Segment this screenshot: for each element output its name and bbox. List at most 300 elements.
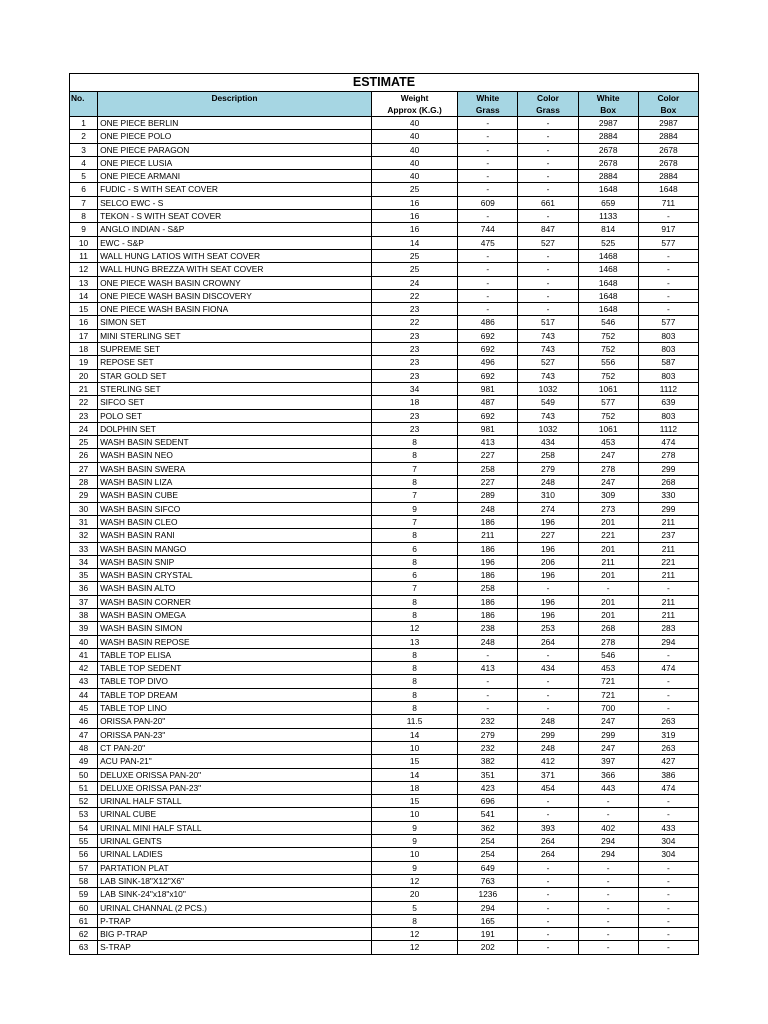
- row-color-grass: -: [518, 170, 578, 183]
- row-weight: 25: [371, 183, 457, 196]
- row-color-grass: -: [518, 861, 578, 874]
- row-description: MINI STERLING SET: [98, 329, 372, 342]
- row-weight: 10: [371, 741, 457, 754]
- header-weight: Weight: [371, 92, 457, 105]
- row-color-box: -: [638, 874, 698, 887]
- row-weight: 23: [371, 422, 457, 435]
- row-color-box: 803: [638, 369, 698, 382]
- row-white-grass: 692: [458, 329, 518, 342]
- table-row: [70, 675, 699, 688]
- row-white-grass: 227: [458, 476, 518, 489]
- row-color-box: -: [638, 276, 698, 289]
- row-number: 45: [70, 702, 98, 715]
- row-white-box: 1648: [578, 183, 638, 196]
- row-white-box: 273: [578, 502, 638, 515]
- row-weight: 34: [371, 382, 457, 395]
- row-number: 39: [70, 622, 98, 635]
- row-weight: 40: [371, 130, 457, 143]
- table-row: [70, 143, 699, 156]
- row-white-box: 525: [578, 236, 638, 249]
- row-color-box: -: [638, 888, 698, 901]
- row-white-grass: 186: [458, 569, 518, 582]
- row-color-grass: 264: [518, 635, 578, 648]
- row-number: 9: [70, 223, 98, 236]
- row-color-box: 294: [638, 635, 698, 648]
- row-color-box: -: [638, 648, 698, 661]
- row-color-box: 427: [638, 755, 698, 768]
- row-white-box: 299: [578, 728, 638, 741]
- row-number: 49: [70, 755, 98, 768]
- row-white-box: 577: [578, 396, 638, 409]
- row-color-grass: 264: [518, 835, 578, 848]
- row-white-box: 2884: [578, 130, 638, 143]
- row-color-grass: -: [518, 289, 578, 302]
- header-color-box: Color: [638, 92, 698, 105]
- row-color-box: -: [638, 303, 698, 316]
- row-white-box: -: [578, 874, 638, 887]
- row-color-grass: -: [518, 941, 578, 954]
- row-color-box: -: [638, 582, 698, 595]
- row-description: STERLING SET: [98, 382, 372, 395]
- row-description: BIG P-TRAP: [98, 928, 372, 941]
- row-color-box: 299: [638, 462, 698, 475]
- row-white-box: 556: [578, 356, 638, 369]
- row-number: 26: [70, 449, 98, 462]
- table-row: [70, 476, 699, 489]
- table-row: [70, 635, 699, 648]
- row-number: 1: [70, 117, 98, 130]
- row-color-grass: 434: [518, 662, 578, 675]
- row-color-box: -: [638, 688, 698, 701]
- row-color-grass: 454: [518, 781, 578, 794]
- row-color-box: 577: [638, 316, 698, 329]
- row-weight: 8: [371, 662, 457, 675]
- row-weight: 5: [371, 901, 457, 914]
- row-description: ONE PIECE BERLIN: [98, 117, 372, 130]
- row-color-grass: -: [518, 143, 578, 156]
- table-row: [70, 396, 699, 409]
- row-color-box: 917: [638, 223, 698, 236]
- row-description: DELUXE ORISSA PAN-23": [98, 781, 372, 794]
- table-row: [70, 489, 699, 502]
- row-color-box: 474: [638, 436, 698, 449]
- row-number: 19: [70, 356, 98, 369]
- row-white-grass: 486: [458, 316, 518, 329]
- row-weight: 15: [371, 795, 457, 808]
- row-color-grass: 1032: [518, 422, 578, 435]
- row-number: 15: [70, 303, 98, 316]
- row-color-box: 2678: [638, 143, 698, 156]
- row-white-box: 659: [578, 196, 638, 209]
- row-white-grass: 232: [458, 741, 518, 754]
- table-row: [70, 436, 699, 449]
- row-color-box: 283: [638, 622, 698, 635]
- row-white-box: 2884: [578, 170, 638, 183]
- row-weight: 8: [371, 702, 457, 715]
- table-row: [70, 515, 699, 528]
- row-white-box: 1648: [578, 289, 638, 302]
- row-color-grass: 248: [518, 476, 578, 489]
- row-weight: 40: [371, 170, 457, 183]
- row-description: LAB SINK-24"x18"x10": [98, 888, 372, 901]
- row-description: TABLE TOP SEDENT: [98, 662, 372, 675]
- row-color-box: -: [638, 808, 698, 821]
- row-color-grass: -: [518, 210, 578, 223]
- row-white-grass: -: [458, 130, 518, 143]
- row-description: CT PAN-20": [98, 741, 372, 754]
- row-white-grass: -: [458, 263, 518, 276]
- table-row: [70, 263, 699, 276]
- row-white-box: 721: [578, 675, 638, 688]
- row-weight: 8: [371, 436, 457, 449]
- row-number: 62: [70, 928, 98, 941]
- row-weight: 25: [371, 249, 457, 262]
- row-weight: 8: [371, 555, 457, 568]
- row-weight: 8: [371, 529, 457, 542]
- row-number: 25: [70, 436, 98, 449]
- row-weight: 14: [371, 236, 457, 249]
- row-white-box: 294: [578, 835, 638, 848]
- row-color-box: 2678: [638, 156, 698, 169]
- row-white-box: 2678: [578, 156, 638, 169]
- row-description: SIFCO SET: [98, 396, 372, 409]
- row-color-box: 304: [638, 848, 698, 861]
- row-weight: 8: [371, 688, 457, 701]
- row-description: S-TRAP: [98, 941, 372, 954]
- row-white-grass: 211: [458, 529, 518, 542]
- row-weight: 40: [371, 143, 457, 156]
- row-white-grass: -: [458, 303, 518, 316]
- row-color-grass: 661: [518, 196, 578, 209]
- row-weight: 25: [371, 263, 457, 276]
- row-color-grass: 434: [518, 436, 578, 449]
- row-color-box: 2884: [638, 170, 698, 183]
- row-weight: 6: [371, 542, 457, 555]
- row-weight: 23: [371, 303, 457, 316]
- row-weight: 15: [371, 755, 457, 768]
- header-description: Description: [98, 92, 372, 117]
- row-number: 33: [70, 542, 98, 555]
- row-description: WASH BASIN RANI: [98, 529, 372, 542]
- row-color-box: 221: [638, 555, 698, 568]
- table-row: [70, 183, 699, 196]
- row-weight: 22: [371, 316, 457, 329]
- row-color-grass: -: [518, 276, 578, 289]
- row-color-grass: -: [518, 249, 578, 262]
- row-color-grass: -: [518, 156, 578, 169]
- row-white-grass: 1236: [458, 888, 518, 901]
- row-color-box: 711: [638, 196, 698, 209]
- row-number: 13: [70, 276, 98, 289]
- row-number: 8: [70, 210, 98, 223]
- row-white-grass: 248: [458, 502, 518, 515]
- row-color-grass: -: [518, 888, 578, 901]
- row-color-box: 330: [638, 489, 698, 502]
- row-number: 53: [70, 808, 98, 821]
- row-white-box: 221: [578, 529, 638, 542]
- row-white-grass: 763: [458, 874, 518, 887]
- row-white-box: 1648: [578, 276, 638, 289]
- row-number: 35: [70, 569, 98, 582]
- table-row: [70, 861, 699, 874]
- row-white-grass: 186: [458, 515, 518, 528]
- table-row: [70, 741, 699, 754]
- table-row: [70, 755, 699, 768]
- row-color-grass: 743: [518, 329, 578, 342]
- row-weight: 8: [371, 449, 457, 462]
- row-description: WALL HUNG LATIOS WITH SEAT COVER: [98, 249, 372, 262]
- header-color-grass-sub: Grass: [518, 104, 578, 117]
- row-description: SIMON SET: [98, 316, 372, 329]
- row-color-box: -: [638, 675, 698, 688]
- table-row: [70, 223, 699, 236]
- row-number: 46: [70, 715, 98, 728]
- row-white-box: 752: [578, 369, 638, 382]
- table-row: [70, 343, 699, 356]
- table-row: [70, 888, 699, 901]
- table-row: [70, 276, 699, 289]
- row-white-box: 201: [578, 515, 638, 528]
- row-color-box: -: [638, 249, 698, 262]
- row-weight: 9: [371, 821, 457, 834]
- row-white-grass: 981: [458, 422, 518, 435]
- row-number: 44: [70, 688, 98, 701]
- row-description: WASH BASIN SIMON: [98, 622, 372, 635]
- table-row: [70, 569, 699, 582]
- row-white-box: -: [578, 795, 638, 808]
- row-white-box: 546: [578, 648, 638, 661]
- row-weight: 9: [371, 861, 457, 874]
- row-white-grass: -: [458, 675, 518, 688]
- row-white-box: -: [578, 808, 638, 821]
- row-color-box: -: [638, 289, 698, 302]
- row-white-grass: 279: [458, 728, 518, 741]
- row-color-box: 474: [638, 781, 698, 794]
- row-description: WASH BASIN ALTO: [98, 582, 372, 595]
- row-description: SELCO EWC - S: [98, 196, 372, 209]
- row-color-box: -: [638, 914, 698, 927]
- row-number: 57: [70, 861, 98, 874]
- row-white-box: 1648: [578, 303, 638, 316]
- row-white-grass: 696: [458, 795, 518, 808]
- row-description: WASH BASIN CRYSTAL: [98, 569, 372, 582]
- row-color-box: 278: [638, 449, 698, 462]
- row-color-grass: 743: [518, 409, 578, 422]
- row-description: WASH BASIN NEO: [98, 449, 372, 462]
- row-description: ONE PIECE WASH BASIN FIONA: [98, 303, 372, 316]
- row-white-grass: -: [458, 170, 518, 183]
- row-color-grass: -: [518, 808, 578, 821]
- table-row: [70, 622, 699, 635]
- header-white-box: White: [578, 92, 638, 105]
- row-white-grass: 382: [458, 755, 518, 768]
- row-white-grass: 294: [458, 901, 518, 914]
- row-description: SUPREME SET: [98, 343, 372, 356]
- row-description: DELUXE ORISSA PAN-20": [98, 768, 372, 781]
- row-white-grass: 475: [458, 236, 518, 249]
- row-color-box: -: [638, 901, 698, 914]
- row-description: URINAL MINI HALF STALL: [98, 821, 372, 834]
- row-color-grass: 412: [518, 755, 578, 768]
- row-color-grass: 549: [518, 396, 578, 409]
- row-color-box: 433: [638, 821, 698, 834]
- row-description: ONE PIECE WASH BASIN CROWNY: [98, 276, 372, 289]
- row-white-grass: 232: [458, 715, 518, 728]
- row-weight: 12: [371, 622, 457, 635]
- table-row: [70, 874, 699, 887]
- row-color-grass: 274: [518, 502, 578, 515]
- row-weight: 7: [371, 515, 457, 528]
- row-color-grass: 264: [518, 848, 578, 861]
- table-row: [70, 941, 699, 954]
- table-row: [70, 117, 699, 130]
- row-number: 4: [70, 156, 98, 169]
- table-row: [70, 210, 699, 223]
- table-body: [70, 117, 699, 955]
- row-color-box: -: [638, 702, 698, 715]
- row-white-box: 700: [578, 702, 638, 715]
- row-color-box: 587: [638, 356, 698, 369]
- row-white-grass: 649: [458, 861, 518, 874]
- row-weight: 40: [371, 156, 457, 169]
- row-number: 34: [70, 555, 98, 568]
- row-color-box: 639: [638, 396, 698, 409]
- table-row: [70, 648, 699, 661]
- row-description: PARTATION PLAT: [98, 861, 372, 874]
- row-color-grass: 248: [518, 741, 578, 754]
- row-description: URINAL CUBE: [98, 808, 372, 821]
- row-color-grass: 258: [518, 449, 578, 462]
- header-white-grass: White: [458, 92, 518, 105]
- row-white-box: 402: [578, 821, 638, 834]
- row-weight: 7: [371, 489, 457, 502]
- table-row: [70, 329, 699, 342]
- table-row: [70, 369, 699, 382]
- table-row: [70, 409, 699, 422]
- row-color-grass: 310: [518, 489, 578, 502]
- row-number: 48: [70, 741, 98, 754]
- row-description: TABLE TOP ELISA: [98, 648, 372, 661]
- row-description: URINAL CHANNAL (2 PCS.): [98, 901, 372, 914]
- row-white-box: 201: [578, 542, 638, 555]
- row-white-box: 247: [578, 476, 638, 489]
- row-color-grass: 371: [518, 768, 578, 781]
- row-white-box: -: [578, 888, 638, 901]
- row-white-grass: 351: [458, 768, 518, 781]
- row-color-box: 263: [638, 741, 698, 754]
- table-row: [70, 662, 699, 675]
- row-weight: 12: [371, 941, 457, 954]
- row-number: 50: [70, 768, 98, 781]
- row-white-box: 247: [578, 741, 638, 754]
- table-row: [70, 595, 699, 608]
- row-number: 51: [70, 781, 98, 794]
- row-white-box: 752: [578, 409, 638, 422]
- table-row: [70, 130, 699, 143]
- row-white-box: 752: [578, 329, 638, 342]
- row-color-grass: 517: [518, 316, 578, 329]
- header-no: No.: [70, 92, 98, 117]
- row-white-grass: -: [458, 249, 518, 262]
- row-weight: 23: [371, 369, 457, 382]
- row-number: 16: [70, 316, 98, 329]
- table-title: ESTIMATE: [70, 74, 699, 92]
- table-row: [70, 715, 699, 728]
- row-description: WASH BASIN OMEGA: [98, 608, 372, 621]
- row-white-box: 1468: [578, 249, 638, 262]
- row-description: WASH BASIN SIFCO: [98, 502, 372, 515]
- row-color-grass: 279: [518, 462, 578, 475]
- row-color-grass: 206: [518, 555, 578, 568]
- row-white-grass: 981: [458, 382, 518, 395]
- table-row: [70, 249, 699, 262]
- table-row: [70, 582, 699, 595]
- row-white-box: 309: [578, 489, 638, 502]
- row-color-box: 211: [638, 542, 698, 555]
- row-weight: 14: [371, 728, 457, 741]
- row-color-box: 2987: [638, 117, 698, 130]
- row-white-grass: 191: [458, 928, 518, 941]
- row-number: 22: [70, 396, 98, 409]
- row-color-box: -: [638, 861, 698, 874]
- row-white-box: 211: [578, 555, 638, 568]
- table-row: [70, 316, 699, 329]
- row-weight: 8: [371, 608, 457, 621]
- table-row: [70, 808, 699, 821]
- row-color-grass: 393: [518, 821, 578, 834]
- row-color-box: 1112: [638, 422, 698, 435]
- row-weight: 23: [371, 329, 457, 342]
- header-color-box-sub: Box: [638, 104, 698, 117]
- row-description: WASH BASIN MANGO: [98, 542, 372, 555]
- row-color-grass: 196: [518, 515, 578, 528]
- row-white-box: 453: [578, 436, 638, 449]
- table-row: [70, 821, 699, 834]
- header-white-box-sub: Box: [578, 104, 638, 117]
- row-weight: 16: [371, 196, 457, 209]
- row-color-grass: -: [518, 303, 578, 316]
- row-color-grass: -: [518, 795, 578, 808]
- row-number: 63: [70, 941, 98, 954]
- row-white-grass: 186: [458, 608, 518, 621]
- row-number: 18: [70, 343, 98, 356]
- row-color-grass: -: [518, 914, 578, 927]
- row-number: 29: [70, 489, 98, 502]
- row-white-grass: 692: [458, 369, 518, 382]
- row-description: WASH BASIN CLEO: [98, 515, 372, 528]
- table-row: [70, 289, 699, 302]
- row-color-box: 211: [638, 608, 698, 621]
- row-white-grass: 248: [458, 635, 518, 648]
- table-row: [70, 449, 699, 462]
- row-white-grass: -: [458, 117, 518, 130]
- row-color-grass: -: [518, 648, 578, 661]
- row-color-box: 1112: [638, 382, 698, 395]
- row-white-grass: 692: [458, 409, 518, 422]
- row-white-grass: 186: [458, 542, 518, 555]
- row-white-grass: -: [458, 276, 518, 289]
- row-white-grass: 289: [458, 489, 518, 502]
- row-white-grass: 254: [458, 835, 518, 848]
- row-number: 40: [70, 635, 98, 648]
- row-white-grass: -: [458, 648, 518, 661]
- row-weight: 16: [371, 223, 457, 236]
- row-number: 31: [70, 515, 98, 528]
- row-weight: 6: [371, 569, 457, 582]
- table-row: [70, 608, 699, 621]
- row-white-box: -: [578, 901, 638, 914]
- row-white-grass: 423: [458, 781, 518, 794]
